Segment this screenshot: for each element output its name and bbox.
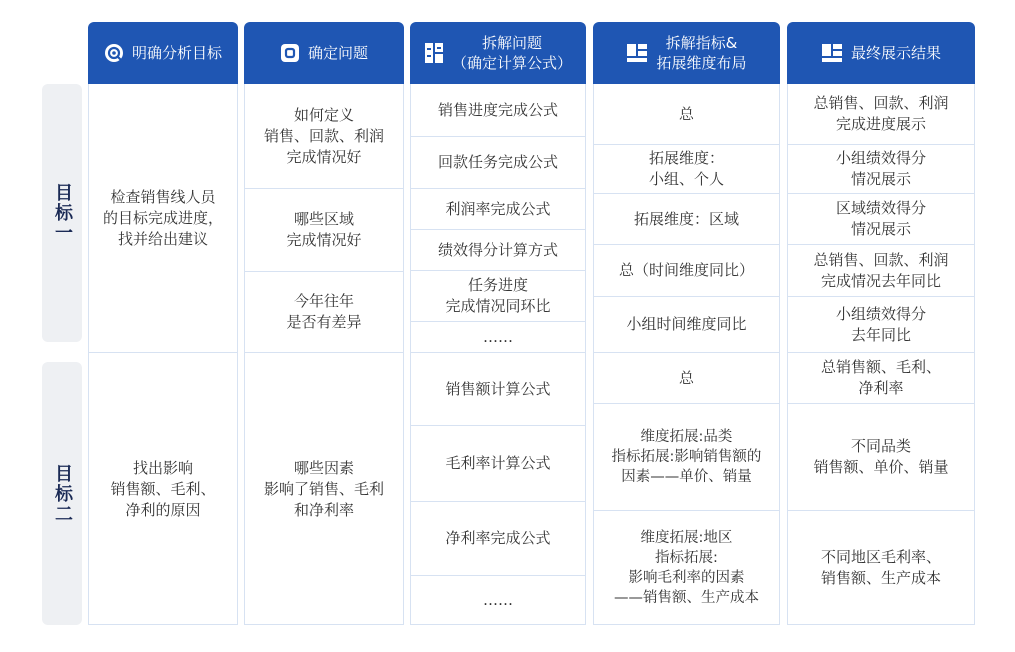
goal1-formula: 利润率完成公式 xyxy=(445,199,551,218)
goal1-result: 总销售、回款、利润 完成进度展示 xyxy=(813,94,949,133)
goal2-formula: 销售额计算公式 xyxy=(445,379,551,398)
goal1-dimension: 拓展维度：区域 xyxy=(633,209,739,228)
question-box-icon xyxy=(280,43,300,63)
layout-grid-icon xyxy=(626,43,648,63)
goal1-formula: 销售进度完成公式 xyxy=(437,100,558,119)
goal2-result: 总销售额、毛利、 净利率 xyxy=(820,358,941,397)
header-label: 明确分析目标 xyxy=(131,44,222,62)
goal1-result: 总销售、回款、利润 完成情况去年同比 xyxy=(813,250,949,290)
header-label: 拆解问题 （确定计算公式） xyxy=(451,34,572,72)
column-split-metrics xyxy=(593,84,780,625)
goal1-question: 如何定义 销售、回款、利润 完成情况好 xyxy=(263,105,384,166)
header-label: 确定问题 xyxy=(307,44,368,62)
goal1-result: 区域绩效得分 情况展示 xyxy=(835,199,926,238)
header-analysis-goal xyxy=(88,22,238,84)
column-final-result xyxy=(787,84,975,625)
target-icon xyxy=(104,43,124,63)
column-define-question xyxy=(244,84,404,625)
goal2-question: 哪些因素 影响了销售、毛利 和净利率 xyxy=(263,458,384,519)
goal-one-label: 目标一 xyxy=(42,84,82,342)
goal1-question: 今年往年 是否有差异 xyxy=(286,292,362,331)
goal2-result: 不同地区毛利率、 销售额、生产成本 xyxy=(820,548,941,587)
goal1-dimension: 拓展维度： 小组、个人 xyxy=(648,149,724,188)
layout-grid-icon xyxy=(821,43,843,63)
header-split-question xyxy=(410,22,586,84)
goal1-formula: 任务进度 完成情况同环比 xyxy=(445,276,551,315)
goal1-target: 检查销售线人员 的目标完成进度， 找并给出建议 xyxy=(102,187,223,248)
goal1-formula: 绩效得分计算方式 xyxy=(437,240,558,259)
goal2-dimension: 总 xyxy=(678,368,694,387)
goal2-dimension: 维度拓展:品类 指标拓展:影响销售额的 因素——单价、销量 xyxy=(611,429,762,485)
goal1-question: 哪些区域 完成情况好 xyxy=(286,210,362,249)
column-analysis-goal xyxy=(88,84,238,625)
header-split-metrics xyxy=(593,22,780,84)
header-label: 拆解指标& 拓展维度布局 xyxy=(656,34,747,72)
split-formula-icon xyxy=(424,42,444,64)
goal1-dimension: 小组时间维度同比 xyxy=(626,315,747,333)
goal1-formula: 回款任务完成公式 xyxy=(437,153,558,171)
goal2-target: 找出影响 销售额、毛利、 净利的原因 xyxy=(110,458,216,519)
header-label: 最终展示结果 xyxy=(850,44,941,62)
goal1-formula-ellipsis: …… xyxy=(483,327,513,346)
goal1-result: 小组绩效得分 情况展示 xyxy=(835,149,926,188)
goal2-formula-ellipsis: …… xyxy=(483,591,513,609)
goal2-formula: 毛利率计算公式 xyxy=(445,454,551,472)
goal1-dimension: 总（时间维度同比） xyxy=(618,261,754,279)
goal1-result: 小组绩效得分 去年同比 xyxy=(835,304,926,344)
goal2-result: 不同品类 销售额、单价、销量 xyxy=(813,437,949,476)
goal2-dimension: 维度拓展:地区 指标拓展: 影响毛利率的因素 ——销售额、生产成本 xyxy=(614,530,759,606)
goal-two-label: 目标二 xyxy=(42,362,82,625)
header-define-question xyxy=(244,22,404,84)
header-final-result xyxy=(787,22,975,84)
goal2-formula: 净利率完成公式 xyxy=(445,529,551,547)
goal1-dimension: 总 xyxy=(678,104,694,123)
column-split-question xyxy=(410,84,586,625)
